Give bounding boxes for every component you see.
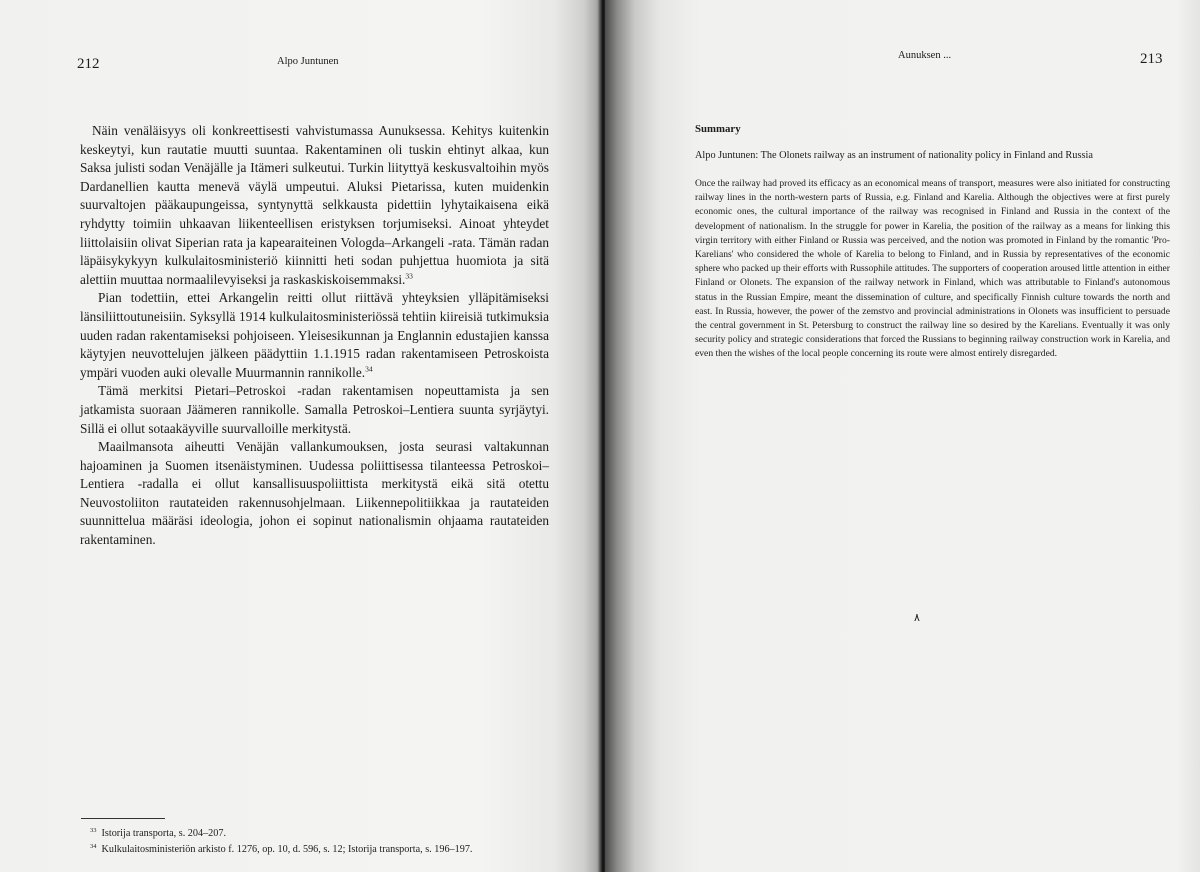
footnotes bbox=[90, 826, 570, 858]
page-number: 213 bbox=[1140, 51, 1163, 67]
running-head: Aunuksen ... bbox=[898, 50, 952, 61]
footnote: $^{33}$ Istorija transporta, s. 204–207. bbox=[90, 826, 226, 839]
running-head: Alpo Juntunen bbox=[277, 56, 339, 67]
footnote: $^{34}$ Kulkulaitosministeriön arkisto f. 1276, op. 10, d. 596, s. 12; Istorija transporta, s. 196–197. bbox=[90, 842, 473, 855]
paragraph: Tämä merkitsi Pietari–Petroskoi -radan rakentamisen nopeuttamista ja sen jatkamista suoraan Jäämeren rannikolle. Samalla Petroskoi–Lentiera suunta syrjäytyi. Sillä ei ollut sotaakäyville suurvalloille merkitystä. bbox=[80, 383, 549, 436]
body-text bbox=[80, 122, 549, 550]
paragraph: Näin venäläisyys oli konkreettisesti vahvistumassa Aunuksessa. Kehitys kuitenkin keskeytyi, kun rautatie muutti suuntaa. Rakentaminen oli tuskin ehtinyt alkaa, kun Saksa julisti sodan Venäjälle ja Itämeri sulkeutui. Turkin liityttyä keskusvaltoihin myös Dardanellien kautta menevä väylä umpeutui. Aluksi Pietarissa, kuten muidenkin suurvaltojen pääkaupungeissa, syntynyttä selkkausta pidettiin lyhytaikaisena eikä ryhdytty toimiin uhkaavan liikenteellisen eristyksen torjumiseksi. Ainoat yhteydet liittolaisiin olivat Siperian rata ja kapearaiteinen Vologda–Arkangeli -rata. Tämän radan läpäisykykyyn kulkulaitosministeriö kiinnitti heti sodan puhjettua huomiota ja sitä alettiin muuttaa normaalilevyiseksi ja raskaskiskoisemmaksi.$^{33}$ bbox=[80, 123, 549, 287]
footnote-divider bbox=[81, 818, 165, 819]
summary-text: Once the railway had proved its efficacy as an economical means of transport, measures were also initiated for constructing railway lines in the north-western parts of Russia, e.g. Finland and Karelia. Although the objectives were at first purely economic ones, the cultural importance of the railway was recognised in Finland and Russia in the context of the development of nationalism. In the struggle for power in Karelia, the position of the railway as a means for linking this virgin territory with either Finland or Russia was perceived, and the notion was promoted in Finland by the romantic 'Pro-Karelians' who considered the whole of Karelia to belong to Finland, and in Russia by representatives of the economic sphere who packed up their efforts with Russophile attitudes. The supporters of cooperation aroused little attention in either Finland or Olonets. The expansion of the railway network in Finland, which was attributable to Finland's autonomous status in the Russian Empire, meant the dissemination of culture, and specifically Finnish culture towards the north and east. In Russia, however, the power of the zemstvo and provincial administrations in Olonets was insufficient to persuade the central government in St. Petersburg to construct the railway line so desired by the Karelians. Eventually it was only security policy and strategic considerations that forced the Russians to beginning railway construction work in Karelia, and even then the wishes of the local people concerning its route were almost entirely disregarded. bbox=[695, 178, 1170, 360]
page-number: 212 bbox=[77, 56, 100, 72]
paragraph: Pian todettiin, ettei Arkangelin reitti ollut riittävä yhteyksien ylläpitämiseksi länsiliittoutuneisiin. Syksyllä 1914 kulkulaitosministeriössä tehtiin kiireisiä tutkimuksia uuden radan rakentamiseksi pohjoiseen. Yleisesikunnan ja Englannin edustajien kanssa käytyjen neuvottelujen jälkeen päädyttiin 1.1.1915 radan rakentamiseen Petroskoista ympäri vuoden auki olevalle Muurmannin rannikolle.$^{34}$ bbox=[80, 290, 549, 380]
footnote-ref: 33 bbox=[405, 271, 413, 281]
article-title: Alpo Juntunen: The Olonets railway as an instrument of nationality policy in Finland and Russia bbox=[695, 150, 1093, 161]
summary-heading: Summary bbox=[695, 123, 741, 135]
paragraph: Maailmansota aiheutti Venäjän vallankumouksen, josta seurasi valtakunnan hajoaminen ja Suomen itsenäistyminen. Uudessa poliittisessa tilanteessa Petroskoi–Lentiera -radalla ei ollut kansallisuuspoliittista merkitystä eikä sitä otettu Neuvostoliiton rautateiden rakennusohjelmaan. Liikennepolitiikkaa ja rautateiden suunnittelua määräsi ideologia, johon ei sopinut nationalismin ohjaama rautateiden rakentaminen. bbox=[80, 439, 549, 548]
print-speck: ٨ bbox=[914, 612, 920, 624]
footnote-ref: 34 bbox=[365, 364, 373, 374]
